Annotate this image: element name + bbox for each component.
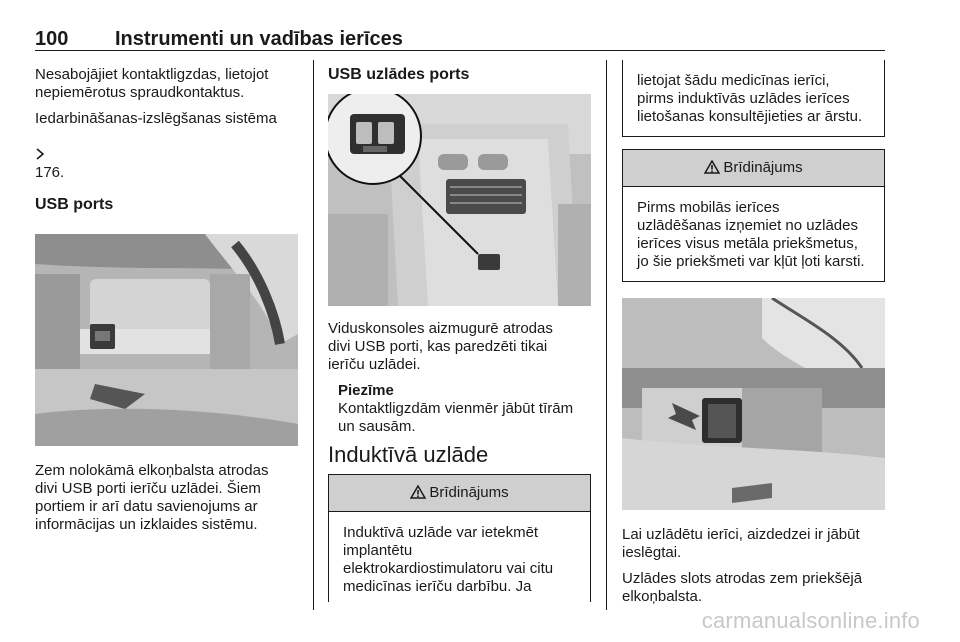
warning-continued-text: lietojat šādu medicīnas ierīci, pirms induktīvās uzlādes ierīces lietošanas konsultējieties ar ārstu.	[637, 72, 863, 125]
warning-box-continued	[622, 60, 885, 137]
note-text: Kontaktligzdām vienmēr jābūt tīrām un sausām.	[338, 400, 574, 435]
inductive-charging-heading: Induktīvā uzlāde	[328, 442, 489, 467]
column-divider-1	[313, 60, 314, 610]
column-divider-2	[606, 60, 607, 610]
warning-header	[329, 475, 590, 512]
warning-text: Pirms mobilās ierīces uzlādēšanas izņemiet no uzlādes ierīces visus metāla priekšmetus, jo šie priekšmeti var kļūt ļoti karsti.	[637, 199, 865, 270]
usb-ports-caption: Zem nolokāmā elkoņbalsta atrodas divi USB porti ierīču uzlādei. Šiem portiem ir arī datu savienojums ar informācijas un izklaides sistēmu.	[35, 462, 269, 533]
usb-armrest-photo	[35, 234, 298, 446]
page-header	[35, 28, 885, 52]
warning-triangle-icon	[410, 484, 426, 502]
slot-location-paragraph: Uzlādes slots atrodas zem priekšējā elkoņbalsta.	[622, 570, 863, 605]
paragraph-socket-warning: Nesabojājiet kontaktligzdas, lietojot nepiemērotus spraudkontaktus.	[35, 66, 269, 101]
usb-charging-caption: Viduskonsoles aizmugurē atrodas divi USB porti, kas paredzēti tikai ierīču uzlādei.	[328, 320, 553, 373]
inductive-slot-photo	[622, 298, 885, 510]
ignition-paragraph: Lai uzlādētu ierīci, aizdedzei ir jābūt ieslēgtai.	[622, 526, 860, 561]
warning-text: Induktīvā uzlāde var ietekmēt implantētu elektrokardiostimulatoru vai citu medicīnas ierīču darbību. Ja	[343, 524, 554, 595]
start-stop-text: Iedarbināšanas-izslēgšanas sistēma	[35, 110, 277, 127]
warning-title: Brīdinājums	[429, 484, 509, 501]
warning-box-metal	[622, 149, 885, 282]
page-number: 100	[35, 28, 69, 50]
paragraph-start-stop	[35, 110, 298, 182]
note-block	[328, 382, 591, 436]
rear-console-usb-photo	[328, 94, 591, 306]
note-label: Piezīme	[338, 382, 394, 399]
arrow-right-icon	[35, 146, 45, 163]
usb-ports-heading: USB ports	[35, 196, 114, 213]
column-2	[328, 66, 591, 602]
warning-title: Brīdinājums	[723, 159, 803, 176]
column-3	[622, 60, 885, 614]
warning-box-inductive	[328, 474, 591, 602]
column-1	[35, 66, 298, 542]
page-reference-link[interactable]: 176.	[35, 164, 65, 181]
header-divider	[35, 50, 885, 51]
warning-triangle-icon	[704, 159, 720, 177]
warning-header	[623, 150, 884, 187]
watermark: carmanualsonline.info	[701, 608, 920, 633]
page-title: Instrumenti un vadības ierīces	[115, 28, 403, 50]
usb-charging-heading: USB uzlādes ports	[328, 66, 470, 83]
